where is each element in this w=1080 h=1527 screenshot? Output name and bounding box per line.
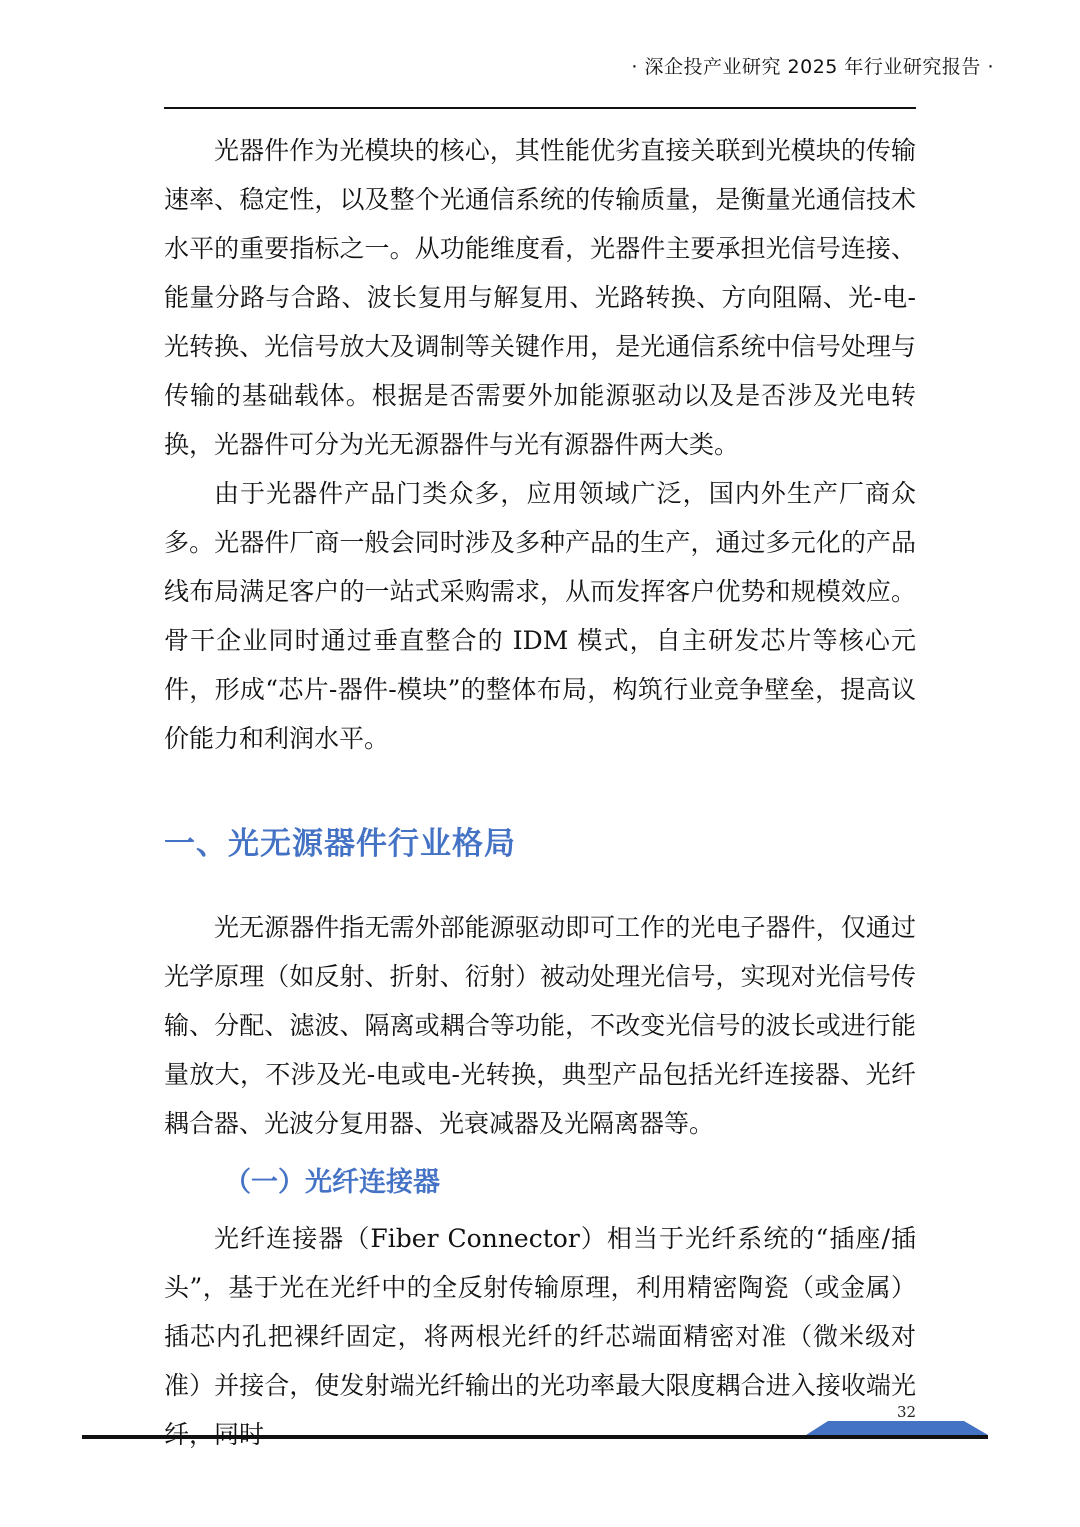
footer-accent-left [806, 1421, 828, 1435]
page-content [164, 126, 916, 1459]
paragraph: 光无源器件指无需外部能源驱动即可工作的光电子器件，仅通过光学原理（如反射、折射、衍射）被动处理光信号，实现对光信号传输、分配、滤波、隔离或耦合等功能，不改变光信号的波长或进行能量放大，不涉及光-电或电-光转换，典型产品包括光纤连接器、光纤耦合器、光波分复用器、光衰减器及光隔离器等。 [164, 913, 916, 1138]
footer-accent-tip [964, 1421, 988, 1435]
paragraph: 光器件作为光模块的核心，其性能优劣直接关联到光模块的传输速率、稳定性，以及整个光通信系统的传输质量，是衡量光通信技术水平的重要指标之一。从功能维度看，光器件主要承担光信号连接、能量分路与合路、波长复用与解复用、光路转换、方向阻隔、光-电-光转换、光信号放大及调制等关键作用，是光通信系统中信号处理与传输的基础载体。根据是否需要外加能源驱动以及是否涉及光电转换，光器件可分为光无源器件与光有源器件两大类。 [164, 136, 916, 459]
paragraph: 由于光器件产品门类众多，应用领域广泛，国内外生产厂商众多。光器件厂商一般会同时涉及多种产品的生产，通过多元化的产品线布局满足客户的一站式采购需求，从而发挥客户优势和规模效应。骨干企业同时通过垂直整合的 IDM 模式，自主研发芯片等核心元件，形成“芯片-器件-模块”的整体布局，构筑行业竞争壁垒，提高议价能力和利润水平。 [164, 479, 916, 753]
header-divider [164, 107, 916, 109]
page-header-title: · 深企投产业研究 2025 年行业研究报告 · [631, 56, 994, 78]
footer-divider [82, 1435, 988, 1439]
paragraph: 光纤连接器（Fiber Connector）相当于光纤系统的“插座/插头”，基于光在光纤中的全反射传输原理，利用精密陶瓷（或金属）插芯内孔把裸纤固定，将两根光纤的纤芯端面精密对准（微米级对准）并接合，使发射端光纤输出的光功率最大限度耦合进入接收端光 [164, 1224, 916, 1400]
page-number: 32 [897, 1403, 917, 1421]
footer-accent-bar [828, 1421, 964, 1435]
subsection-heading: （一）光纤连接器 [224, 1167, 440, 1198]
section-heading: 一、光无源器件行业格局 [164, 826, 516, 862]
